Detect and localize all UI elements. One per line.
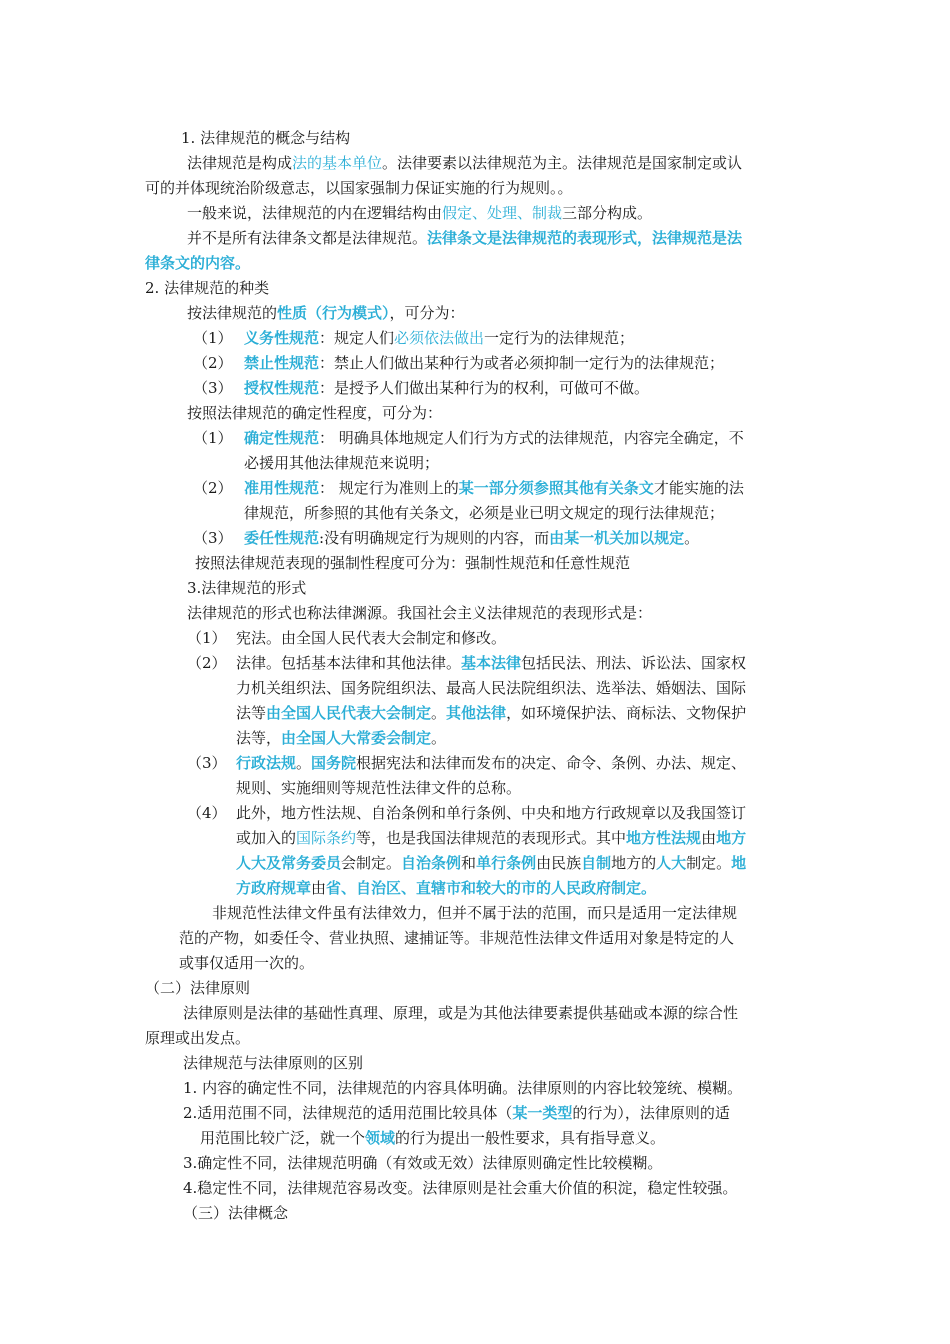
paragraph-line	[183, 1103, 730, 1123]
list-item-text	[236, 653, 746, 673]
list-number: （3）	[193, 379, 233, 397]
list-item-text: 宪法。由全国人民代表大会制定和修改。	[236, 629, 507, 647]
highlight-text: 委任性规范	[244, 529, 320, 547]
list-item-text: 此外，地方性法规、自治条例和单行条例、中央和地方行政规章以及我国签订	[236, 804, 747, 822]
text-run: 一定行为的法律规范；	[484, 329, 635, 347]
list-number: （3）	[187, 754, 227, 772]
list-item-continuation	[236, 878, 656, 898]
text-run: 地方的	[611, 854, 657, 872]
text-run: 才能实施的法	[653, 479, 744, 497]
list-number: （1）	[187, 629, 227, 647]
list-number: （2）	[187, 654, 227, 672]
highlight-text: 某一类型	[512, 1104, 573, 1122]
highlight-text: 确定性规范	[244, 429, 320, 447]
highlight-text: 性质（行为模式）	[277, 304, 390, 322]
text-run: ，如环境保护法、商标法、文物保护	[506, 704, 747, 722]
list-number: （1）	[193, 429, 233, 447]
list-number: （4）	[187, 804, 227, 822]
list-item-continuation	[236, 728, 446, 748]
paragraph-line	[200, 1128, 665, 1148]
paragraph-line	[187, 203, 652, 223]
text-run: ，可分为：	[389, 304, 465, 322]
highlight-text: 领域	[365, 1129, 396, 1147]
text-run: 或加入的	[236, 829, 297, 847]
text-run: ：规定人们	[319, 329, 395, 347]
list-item-text	[244, 528, 699, 548]
paragraph-line: 4.稳定性不同，法律规范容易改变。法律原则是社会重大价值的积淀，稳定性较强。	[183, 1179, 738, 1197]
highlight-text: 必须依法做出	[394, 329, 485, 347]
text-run: ：是授予人们做出某种行为的权利，可做可不做。	[319, 379, 650, 397]
list-number: （2）	[193, 479, 233, 497]
text-run: 一般来说，法律规范的内在逻辑结构由	[187, 204, 443, 222]
highlight-text: 省、自治区、直辖市和较大的市的人民政府制定。	[326, 879, 657, 897]
list-number: （1）	[193, 329, 233, 347]
highlight-text: 地方性法规	[626, 829, 702, 847]
paragraph-line: 法律规范的形式也称法律渊源。我国社会主义法律规范的表现形式是：	[187, 604, 653, 622]
highlight-text: 法的基本单位	[292, 154, 383, 172]
highlight-text: 人大	[656, 854, 687, 872]
text-run: 法律。包括基本法律和其他法律。	[236, 654, 462, 672]
paragraph-line: 范的产物，如委任令、营业执照、逮捕证等。非规范性法律文件适用对象是特定的人	[179, 929, 735, 947]
highlight-text: 义务性规范	[244, 329, 320, 347]
text-run: 三部分构成。	[562, 204, 653, 222]
list-item-continuation: 律规范，所参照的其他有关条文，必须是业已明文规定的现行法律规范；	[244, 504, 725, 522]
text-run: 等，也是我国法律规范的表现形式。其中	[356, 829, 627, 847]
text-run: 用范围比较广泛，就一个	[200, 1129, 366, 1147]
highlight-text: 准用性规范	[244, 479, 320, 497]
text-run: 由民族	[536, 854, 582, 872]
text-run: 根据宪法和法律而发布的决定、命令、条例、办法、规定、	[356, 754, 747, 772]
highlight-text: 其他法律	[446, 704, 507, 722]
highlight-text: 行政法规	[236, 754, 297, 772]
list-item-continuation	[236, 853, 746, 873]
paragraph-line: 原理或出发点。	[145, 1029, 251, 1047]
text-run: 的行为），法律原则的适	[572, 1104, 730, 1122]
section-heading-1: 1. 法律规范的概念与结构	[181, 129, 351, 147]
list-item-text	[236, 753, 746, 773]
list-item-continuation: 规则、实施细则等规范性法律文件的总称。	[236, 779, 522, 797]
highlight-text: 某一部分须参照其他有关条文	[458, 479, 654, 497]
list-number: （2）	[193, 354, 233, 372]
section-heading-4: （二）法律原则	[145, 979, 251, 997]
highlight-text: 地方	[716, 829, 747, 847]
text-run: ： 规定行为准则上的	[319, 479, 459, 497]
section-heading-3: 3.法律规范的形式	[187, 579, 307, 597]
text-run: ：禁止人们做出某种行为或者必须抑制一定行为的法律规范；	[319, 354, 725, 372]
list-item-continuation	[236, 828, 746, 848]
list-item-continuation: 必援用其他法律规范来说明；	[244, 454, 440, 472]
highlight-text: 人大及常务委员	[236, 854, 342, 872]
text-run: 由	[701, 829, 717, 847]
paragraph-line: 按照法律规范表现的强制性程度可分为：强制性规范和任意性规范	[195, 554, 631, 572]
list-item-text	[244, 353, 724, 373]
highlight-text: 假定、处理、制裁	[442, 204, 563, 222]
paragraph-line: 或事仅适用一次的。	[179, 954, 315, 972]
highlight-text: 由全国人民代表大会制定	[266, 704, 432, 722]
paragraph-line: 可的并体现统治阶级意志，以国家强制力保证实施的行为规则。。	[145, 179, 573, 197]
list-item-continuation	[236, 703, 746, 723]
highlight-text: 自制	[581, 854, 612, 872]
highlight-text: 授权性规范	[244, 379, 320, 397]
paragraph-line: 非规范性法律文件虽有法律效力，但并不属于法的范围，而只是适用一定法律规	[212, 904, 738, 922]
text-run: 并不是所有法律条文都是法律规范。	[187, 229, 428, 247]
highlight-text: 国务院	[311, 754, 357, 772]
list-item-continuation: 力机关组织法、国务院组织法、最高人民法院组织法、选举法、婚姻法、国际	[236, 679, 747, 697]
paragraph-line: 3.确定性不同，法律规范明确（有效或无效）法律原则确定性比较模糊。	[183, 1154, 663, 1172]
paragraph-line: 按照法律规范的确定性程度，可分为：	[187, 404, 443, 422]
text-run: :没有明确规定行为规则的内容，而	[319, 529, 550, 547]
text-run: 。	[684, 529, 700, 547]
highlight-text: 方政府规章	[236, 879, 312, 897]
highlight-text: 由全国人大常委会制定	[281, 729, 432, 747]
section-heading-5: （三）法律概念	[183, 1204, 289, 1222]
list-item-text	[244, 428, 744, 448]
text-run: 法律规范是构成	[187, 154, 293, 172]
list-item-text	[244, 478, 744, 498]
highlight-text: 国际条约	[296, 829, 357, 847]
text-run: 法等	[236, 704, 267, 722]
highlight-text: 单行条例	[476, 854, 537, 872]
text-run: ： 明确具体地规定人们行为方式的法律规范，内容完全确定，不	[319, 429, 744, 447]
text-run: 。	[431, 704, 447, 722]
text-run: 的行为提出一般性要求，具有指导意义。	[395, 1129, 666, 1147]
text-run: 按法律规范的	[187, 304, 278, 322]
paragraph-line: 法律原则是法律的基础性真理、原理，或是为其他法律要素提供基础或本源的综合性	[183, 1004, 739, 1022]
text-run: 由	[311, 879, 327, 897]
section-heading-2: 2. 法律规范的种类	[145, 279, 270, 297]
list-number: （3）	[193, 529, 233, 547]
sub-heading: 法律规范与法律原则的区别	[183, 1054, 364, 1072]
paragraph-line	[187, 153, 742, 173]
text-run: 制定。	[686, 854, 732, 872]
list-item-text	[244, 378, 649, 398]
highlight-text: 律条文的内容。	[145, 254, 251, 272]
paragraph-line	[187, 228, 742, 248]
highlight-text: 禁止性规范	[244, 354, 320, 372]
highlight-text: 地	[731, 854, 747, 872]
highlight-text: 由某一机关加以规定	[549, 529, 685, 547]
paragraph-line	[187, 303, 465, 323]
highlight-text: 法律条文是法律规范的表现形式，法律规范是法	[427, 229, 743, 247]
text-run: 。法律要素以法律规范为主。法律规范是国家制定或认	[382, 154, 743, 172]
text-run: 包括民法、刑法、诉讼法、国家权	[521, 654, 747, 672]
highlight-text: 自治条例	[401, 854, 462, 872]
text-run: 和	[461, 854, 477, 872]
highlight-text: 基本法律	[461, 654, 522, 672]
list-item-text	[244, 328, 634, 348]
text-run: 会制定。	[341, 854, 402, 872]
text-run: 法等，	[236, 729, 282, 747]
text-run: 。	[296, 754, 312, 772]
text-run: 。	[431, 729, 447, 747]
paragraph-line: 1. 内容的确定性不同，法律规范的内容具体明确。法律原则的内容比较笼统、模糊。	[183, 1079, 743, 1097]
text-run: 2.适用范围不同，法律规范的适用范围比较具体（	[183, 1104, 513, 1122]
